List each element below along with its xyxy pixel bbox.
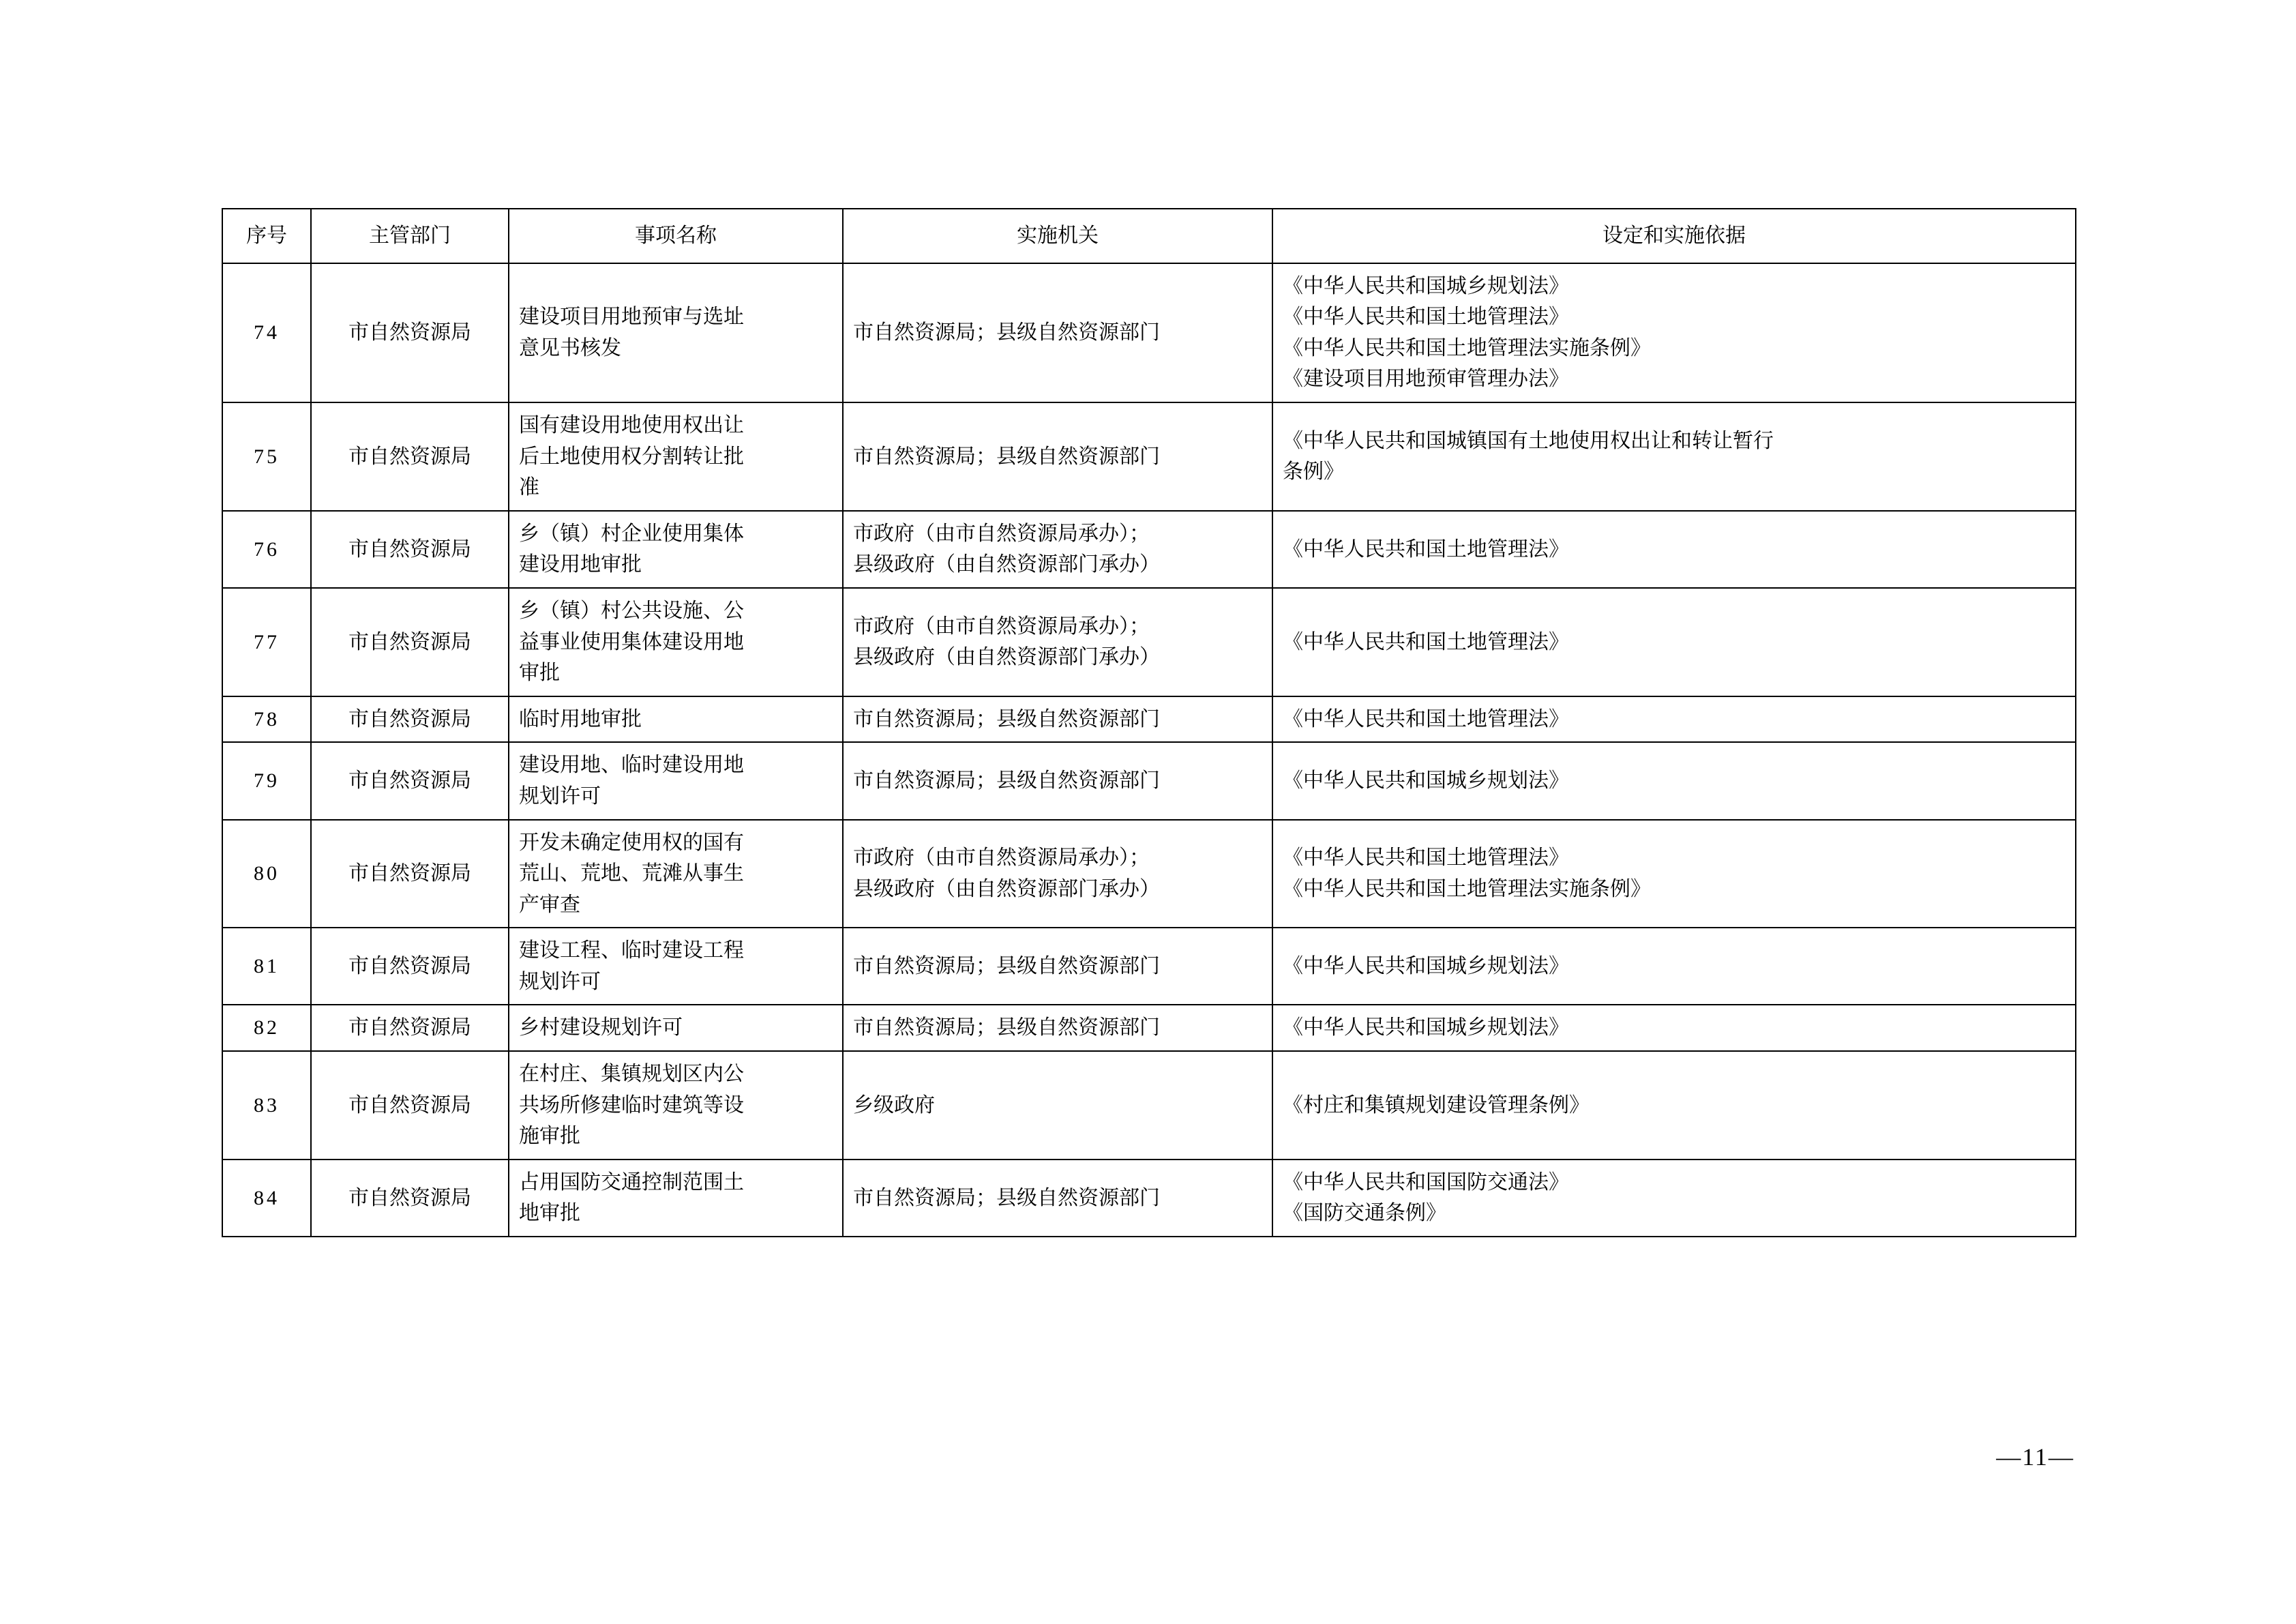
cell-implementing-agency xyxy=(843,402,1272,511)
cell-basis xyxy=(1272,1051,2076,1160)
cell-item-name-line: 荒山、荒地、荒滩从事生 xyxy=(519,862,744,885)
cell-implementing-agency-line: 市自然资源局；县级自然资源部门 xyxy=(853,321,1160,344)
cell-item-name xyxy=(509,588,843,696)
cell-item-name-line: 地审批 xyxy=(519,1202,580,1225)
cell-basis-line: 《中华人民共和国国防交通法》 xyxy=(1283,1170,1569,1194)
cell-item-name-line: 建设项目用地预审与选址 xyxy=(519,306,744,329)
cell-item-name-line: 施审批 xyxy=(519,1125,580,1148)
cell-serial-number: 77 xyxy=(222,588,311,696)
cell-basis-line: 《国防交通条例》 xyxy=(1283,1202,1446,1225)
cell-serial-number: 84 xyxy=(222,1160,311,1237)
cell-department: 市自然资源局 xyxy=(311,588,509,696)
table-row xyxy=(222,588,2076,696)
table-row xyxy=(222,1051,2076,1160)
cell-basis-line: 《中华人民共和国土地管理法》 xyxy=(1283,707,1569,730)
cell-basis-line: 《村庄和集镇规划建设管理条例》 xyxy=(1283,1093,1590,1117)
cell-item-name-line: 建设用地审批 xyxy=(519,553,642,576)
cell-item-name xyxy=(509,742,843,819)
cell-implementing-agency-line: 市自然资源局；县级自然资源部门 xyxy=(853,707,1160,730)
cell-basis xyxy=(1272,1160,2076,1237)
table-row xyxy=(222,511,2076,588)
cell-department: 市自然资源局 xyxy=(311,742,509,819)
cell-item-name-line: 规划许可 xyxy=(519,784,601,808)
cell-implementing-agency-line: 市自然资源局；县级自然资源部门 xyxy=(853,445,1160,468)
cell-item-name xyxy=(509,820,843,928)
cell-basis xyxy=(1272,1005,2076,1051)
cell-item-name-line: 意见书核发 xyxy=(519,336,621,359)
cell-item-name xyxy=(509,928,843,1005)
cell-serial-number: 82 xyxy=(222,1005,311,1051)
cell-basis xyxy=(1272,511,2076,588)
cell-basis-line: 《中华人民共和国城乡规划法》 xyxy=(1283,769,1569,793)
cell-implementing-agency xyxy=(843,588,1272,696)
cell-item-name-line: 产审查 xyxy=(519,893,580,916)
cell-serial-number: 81 xyxy=(222,928,311,1005)
cell-implementing-agency xyxy=(843,1051,1272,1160)
table-row xyxy=(222,820,2076,928)
cell-basis-line: 《建设项目用地预审管理办法》 xyxy=(1283,368,1569,391)
cell-item-name-line: 国有建设用地使用权出让 xyxy=(519,413,744,437)
table-header-row xyxy=(222,209,2076,263)
cell-item-name-line: 开发未确定使用权的国有 xyxy=(519,831,744,854)
cell-item-name-line: 审批 xyxy=(519,662,560,685)
cell-department: 市自然资源局 xyxy=(311,402,509,511)
column-header-item-name: 事项名称 xyxy=(509,209,843,263)
cell-implementing-agency-line: 市自然资源局；县级自然资源部门 xyxy=(853,1016,1160,1039)
cell-basis xyxy=(1272,588,2076,696)
page-number: —11— xyxy=(1996,1443,2074,1471)
cell-implementing-agency-line: 县级政府（由自然资源部门承办） xyxy=(853,553,1160,576)
cell-implementing-agency-line: 市政府（由市自然资源局承办）； xyxy=(853,615,1150,638)
cell-basis xyxy=(1272,263,2076,402)
cell-implementing-agency xyxy=(843,742,1272,819)
cell-department: 市自然资源局 xyxy=(311,1005,509,1051)
cell-implementing-agency xyxy=(843,511,1272,588)
cell-basis xyxy=(1272,820,2076,928)
cell-basis xyxy=(1272,928,2076,1005)
cell-implementing-agency-line: 县级政府（由自然资源部门承办） xyxy=(853,877,1160,900)
cell-serial-number: 78 xyxy=(222,696,311,743)
cell-department: 市自然资源局 xyxy=(311,696,509,743)
cell-item-name xyxy=(509,402,843,511)
column-header-department: 主管部门 xyxy=(311,209,509,263)
cell-item-name-line: 乡村建设规划许可 xyxy=(519,1016,683,1039)
cell-item-name-line: 占用国防交通控制范围土 xyxy=(519,1170,744,1194)
cell-item-name xyxy=(509,1160,843,1237)
table-row xyxy=(222,742,2076,819)
cell-basis-line: 条例》 xyxy=(1283,460,1344,484)
column-header-basis: 设定和实施依据 xyxy=(1272,209,2076,263)
cell-basis xyxy=(1272,402,2076,511)
cell-department: 市自然资源局 xyxy=(311,928,509,1005)
cell-basis-line: 《中华人民共和国城乡规划法》 xyxy=(1283,1016,1569,1039)
cell-item-name-line: 规划许可 xyxy=(519,970,601,993)
cell-basis-line: 《中华人民共和国土地管理法》 xyxy=(1283,306,1569,329)
cell-serial-number: 76 xyxy=(222,511,311,588)
table-row xyxy=(222,1005,2076,1051)
cell-serial-number: 80 xyxy=(222,820,311,928)
cell-serial-number: 79 xyxy=(222,742,311,819)
cell-implementing-agency-line: 市政府（由市自然资源局承办）； xyxy=(853,846,1150,870)
cell-basis xyxy=(1272,696,2076,743)
cell-implementing-agency xyxy=(843,263,1272,402)
cell-department: 市自然资源局 xyxy=(311,1160,509,1237)
cell-implementing-agency-line: 乡级政府 xyxy=(853,1093,935,1117)
cell-department: 市自然资源局 xyxy=(311,820,509,928)
table-row xyxy=(222,263,2076,402)
cell-implementing-agency-line: 市自然资源局；县级自然资源部门 xyxy=(853,769,1160,793)
cell-item-name-line: 共场所修建临时建筑等设 xyxy=(519,1093,744,1117)
column-header-implementing-agency: 实施机关 xyxy=(843,209,1272,263)
cell-item-name-line: 建设用地、临时建设用地 xyxy=(519,754,744,777)
table-body xyxy=(222,263,2076,1237)
cell-basis-line: 《中华人民共和国土地管理法》 xyxy=(1283,630,1569,653)
cell-implementing-agency-line: 市政府（由市自然资源局承办）； xyxy=(853,522,1150,545)
cell-item-name-line: 准 xyxy=(519,476,539,499)
cell-implementing-agency xyxy=(843,696,1272,743)
table-row xyxy=(222,928,2076,1005)
cell-implementing-agency xyxy=(843,820,1272,928)
cell-department: 市自然资源局 xyxy=(311,1051,509,1160)
column-header-no: 序号 xyxy=(222,209,311,263)
cell-item-name xyxy=(509,696,843,743)
cell-basis-line: 《中华人民共和国土地管理法实施条例》 xyxy=(1283,336,1651,359)
cell-basis-line: 《中华人民共和国土地管理法》 xyxy=(1283,846,1569,870)
cell-serial-number: 74 xyxy=(222,263,311,402)
cell-item-name xyxy=(509,1005,843,1051)
cell-item-name xyxy=(509,511,843,588)
cell-item-name-line: 临时用地审批 xyxy=(519,707,642,730)
cell-basis-line: 《中华人民共和国城镇国有土地使用权出让和转让暂行 xyxy=(1283,429,1774,452)
cell-item-name xyxy=(509,263,843,402)
cell-item-name-line: 乡（镇）村企业使用集体 xyxy=(519,522,744,545)
cell-department: 市自然资源局 xyxy=(311,511,509,588)
cell-basis-line: 《中华人民共和国城乡规划法》 xyxy=(1283,274,1569,297)
cell-item-name xyxy=(509,1051,843,1160)
cell-serial-number: 75 xyxy=(222,402,311,511)
cell-basis-line: 《中华人民共和国土地管理法》 xyxy=(1283,537,1569,561)
table-row xyxy=(222,696,2076,743)
cell-implementing-agency-line: 县级政府（由自然资源部门承办） xyxy=(853,646,1160,669)
cell-implementing-agency-line: 市自然资源局；县级自然资源部门 xyxy=(853,1186,1160,1209)
cell-item-name-line: 乡（镇）村公共设施、公 xyxy=(519,599,744,622)
cell-department: 市自然资源局 xyxy=(311,263,509,402)
cell-implementing-agency xyxy=(843,928,1272,1005)
approval-items-table xyxy=(222,208,2076,1237)
cell-basis xyxy=(1272,742,2076,819)
cell-item-name-line: 在村庄、集镇规划区内公 xyxy=(519,1063,744,1086)
cell-basis-line: 《中华人民共和国城乡规划法》 xyxy=(1283,955,1569,978)
cell-implementing-agency-line: 市自然资源局；县级自然资源部门 xyxy=(853,955,1160,978)
cell-serial-number: 83 xyxy=(222,1051,311,1160)
cell-item-name-line: 后土地使用权分割转让批 xyxy=(519,445,744,468)
cell-item-name-line: 建设工程、临时建设工程 xyxy=(519,939,744,962)
cell-implementing-agency xyxy=(843,1005,1272,1051)
cell-implementing-agency xyxy=(843,1160,1272,1237)
table-row xyxy=(222,1160,2076,1237)
table-row xyxy=(222,402,2076,511)
cell-basis-line: 《中华人民共和国土地管理法实施条例》 xyxy=(1283,877,1651,900)
cell-item-name-line: 益事业使用集体建设用地 xyxy=(519,630,744,653)
